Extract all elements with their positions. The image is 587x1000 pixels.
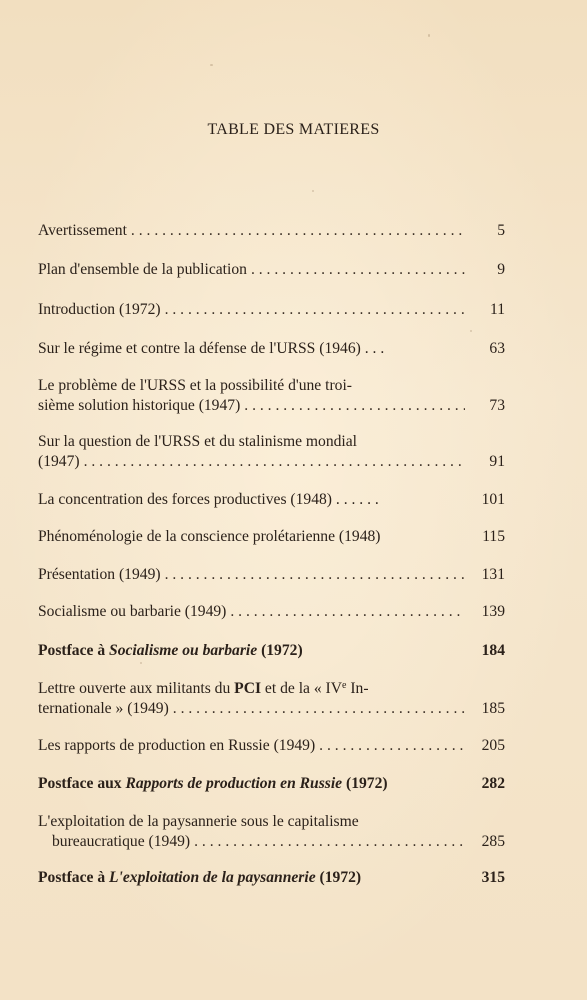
toc-entry bbox=[38, 868, 505, 888]
toc-entry-page: 11 bbox=[489, 301, 505, 318]
toc-entry-title bbox=[38, 868, 361, 888]
toc-entry bbox=[38, 641, 505, 661]
toc-entry-page: 131 bbox=[481, 566, 505, 583]
title-prefix: Postface à bbox=[38, 642, 110, 659]
title-part-bold: PCI bbox=[234, 680, 262, 697]
title-part: et de la « IV bbox=[261, 680, 342, 697]
toc-entry-title-line2: ternationale » (1949) bbox=[38, 700, 169, 717]
toc-entry bbox=[38, 736, 505, 756]
page-title: TABLE DES MATIERES bbox=[207, 121, 380, 138]
toc-entry-title-line1: Sur la question de l'URSS et du stalinisme mondial bbox=[38, 433, 358, 450]
toc-entry-page: 184 bbox=[481, 642, 505, 659]
leader-dots bbox=[194, 832, 465, 852]
toc-entry-title bbox=[38, 641, 303, 661]
leader-dots bbox=[319, 736, 465, 756]
toc-entry bbox=[38, 812, 505, 852]
title-suffix: (1972) bbox=[257, 642, 303, 659]
toc-entry-page: 63 bbox=[489, 340, 505, 357]
toc-entry-title bbox=[38, 774, 388, 794]
toc-entry-title-line1: Le problème de l'URSS et la possibilité d'une troi- bbox=[38, 377, 352, 394]
toc-entry bbox=[38, 602, 505, 622]
toc-entry-title: Plan d'ensemble de la publication bbox=[38, 261, 247, 278]
toc-entry-title-line2: (1947) bbox=[38, 453, 80, 470]
toc-entry bbox=[38, 565, 505, 585]
toc-entry bbox=[38, 260, 505, 280]
title-suffix: (1972) bbox=[315, 869, 362, 886]
paper-speck bbox=[210, 64, 213, 66]
toc-entry-title: Présentation (1949) bbox=[38, 566, 161, 583]
toc-entry-title: Sur le régime et contre la défense de l'URSS (1946) . . . bbox=[38, 340, 385, 357]
toc-entry bbox=[38, 679, 505, 719]
toc-entry bbox=[38, 527, 505, 547]
leader-dots bbox=[165, 300, 465, 320]
toc-entry bbox=[38, 339, 505, 359]
toc-entry-page: 101 bbox=[481, 491, 505, 508]
toc-entry-page: 185 bbox=[481, 700, 505, 717]
leader-dots bbox=[251, 260, 465, 280]
toc-entry-title: Avertissement bbox=[38, 222, 127, 239]
toc-entry-page: 315 bbox=[481, 869, 505, 886]
toc-entry-page: 285 bbox=[481, 833, 505, 850]
title-prefix: Postface aux bbox=[38, 775, 126, 792]
toc-entry-title-line2: sième solution historique (1947) bbox=[38, 397, 241, 414]
paper-speck bbox=[312, 190, 314, 192]
toc-entry-title-line1: L'exploitation de la paysannerie sous le capitalisme bbox=[38, 813, 359, 830]
toc-entry-title: La concentration des forces productives (1948) . . . . . . bbox=[38, 491, 379, 508]
toc-entry-title-line2: bureaucratique (1949) bbox=[52, 833, 191, 850]
leader-dots bbox=[244, 396, 465, 416]
toc-entry-page: 9 bbox=[497, 261, 505, 278]
toc-entry-title: Introduction (1972) bbox=[38, 301, 161, 318]
toc-entry bbox=[38, 432, 505, 472]
toc-entry-title-line1 bbox=[38, 679, 369, 699]
title-italic: Socialisme ou barbarie bbox=[109, 642, 258, 659]
toc-entry-page: 5 bbox=[497, 222, 505, 239]
toc-entry bbox=[38, 300, 505, 320]
toc-entry-page: 115 bbox=[482, 528, 505, 545]
toc-entry-title: Les rapports de production en Russie (1949) bbox=[38, 737, 316, 754]
toc-entry-page: 73 bbox=[489, 397, 505, 414]
toc-entry-page: 91 bbox=[489, 453, 505, 470]
leader-dots bbox=[230, 602, 465, 622]
title-part: Lettre ouverte aux militants du bbox=[38, 680, 235, 697]
toc-entry bbox=[38, 774, 505, 794]
leader-dots bbox=[173, 699, 465, 719]
title-italic: Rapports de production en Russie bbox=[125, 775, 343, 792]
leader-dots bbox=[84, 452, 465, 472]
title-part: In- bbox=[346, 680, 369, 697]
paper-speck bbox=[428, 34, 430, 37]
toc-entry bbox=[38, 221, 505, 241]
leader-dots bbox=[165, 565, 465, 585]
title-prefix: Postface à bbox=[38, 869, 110, 886]
toc-entry-title: Socialisme ou barbarie (1949) bbox=[38, 603, 227, 620]
toc-entry-page: 282 bbox=[481, 775, 505, 792]
toc-entry bbox=[38, 376, 505, 416]
title-italic: L'exploitation de la paysannerie bbox=[109, 869, 316, 886]
superscript: e bbox=[342, 680, 347, 691]
toc-entry bbox=[38, 490, 505, 510]
toc-entry-title: Phénoménologie de la conscience prolétarienne (1948) bbox=[38, 528, 381, 545]
leader-dots bbox=[131, 221, 465, 241]
toc-entry-page: 139 bbox=[481, 603, 505, 620]
toc-entry-page: 205 bbox=[481, 737, 505, 754]
title-suffix: (1972) bbox=[342, 775, 388, 792]
paper-speck bbox=[470, 330, 472, 332]
paper-speck bbox=[140, 662, 142, 664]
